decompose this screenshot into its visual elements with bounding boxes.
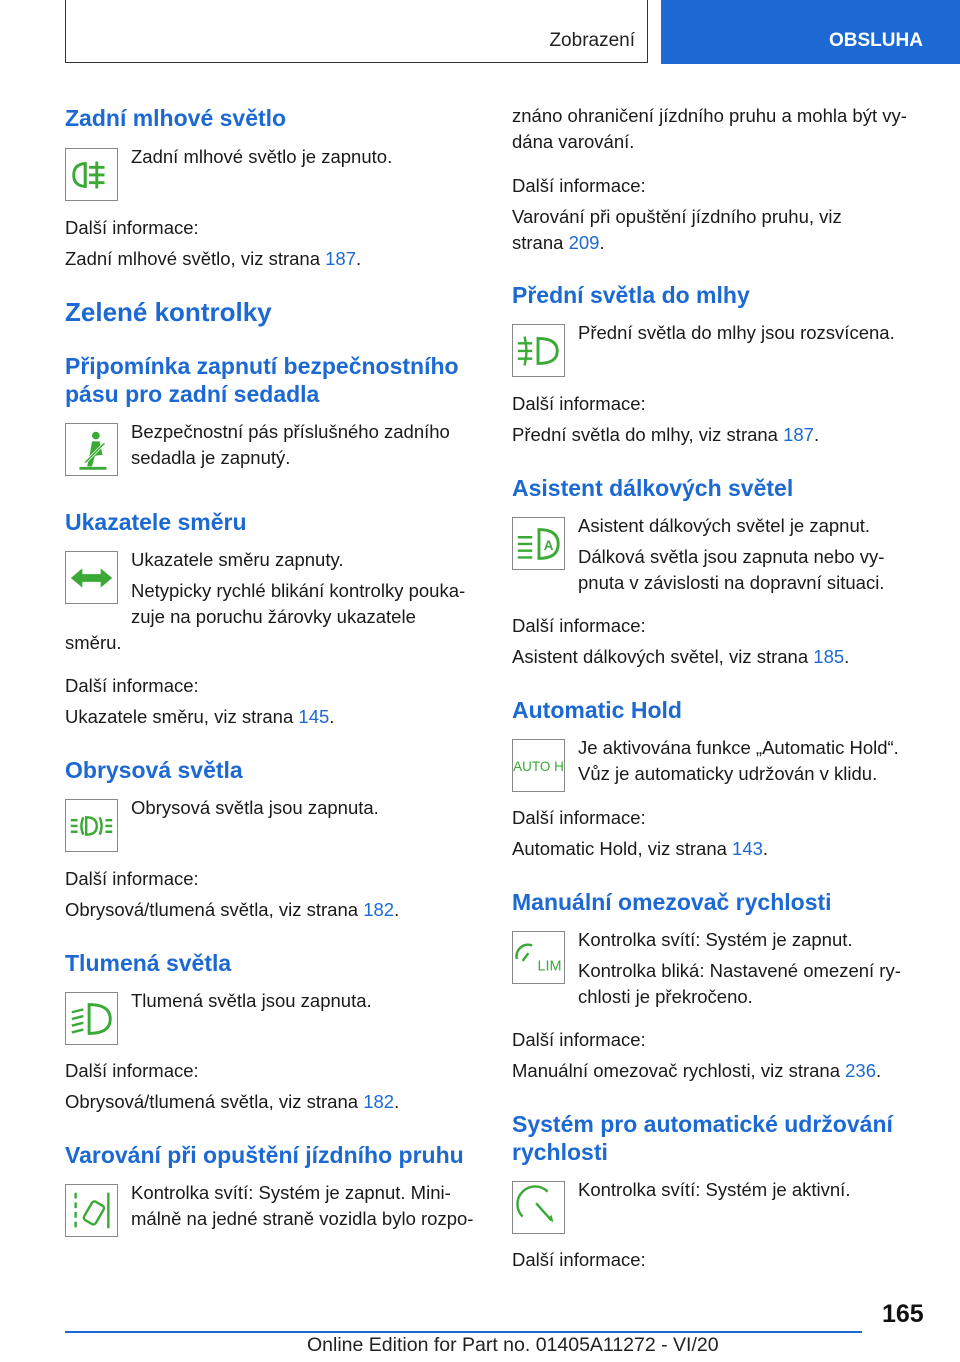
low-beam-icon	[65, 992, 118, 1045]
chapter-tab[interactable]	[661, 0, 960, 64]
turn-desc-2a: Netypicky rychlé blikání kontrolky pouka-	[131, 580, 466, 601]
lane-desc-1: Kontrolka svítí: Systém je zapnut. Mini-	[131, 1182, 451, 1203]
turn-signal-icon	[65, 551, 118, 604]
header-box	[65, 0, 648, 63]
seatbelt-desc-2: sedadla je zapnutý.	[131, 447, 291, 468]
turn-desc-1: Ukazatele směru zapnuty.	[131, 549, 344, 570]
highbeam-desc-2a: Dálková světla jsou zapnuta nebo vy-	[578, 546, 885, 567]
lane-desc-2: málně na jedné straně vozidla bylo rozpo-	[131, 1208, 474, 1229]
parking-desc: Obrysová světla jsou zapnuta.	[131, 797, 379, 818]
lowbeam-desc: Tlumená světla jsou zapnuta.	[131, 990, 372, 1011]
autohold-ref: Automatic Hold, viz strana 143.	[512, 838, 769, 859]
lane-cont-1: znáno ohraničení jízdního pruhu a mohla být vy-	[512, 105, 907, 126]
page-link-187b[interactable]: 187	[783, 424, 814, 445]
parking-ref: Obrysová/tlumená světla, viz strana 182.	[65, 899, 400, 920]
autohold-heading: Automatic Hold	[512, 697, 682, 723]
highbeam-ref: Asistent dálkových světel, viz strana 185.	[512, 646, 850, 667]
lowbeam-ref: Obrysová/tlumená světla, viz strana 182.	[65, 1091, 400, 1112]
limiter-desc-1: Kontrolka svítí: Systém je zapnut.	[578, 929, 853, 950]
page-link-185[interactable]: 185	[813, 646, 845, 667]
front-fog-more: Další informace:	[512, 393, 646, 414]
front-fog-light-icon	[512, 324, 565, 377]
highbeam-desc-2b: pnuta v závislosti na dopravní situaci.	[578, 572, 885, 593]
seatbelt-icon	[65, 423, 118, 476]
lane-departure-icon	[65, 1184, 118, 1237]
seatbelt-desc-1: Bezpečnostní pás příslušného zadního	[131, 421, 450, 442]
turn-desc-2c: směru.	[65, 632, 122, 653]
speed-limiter-icon	[512, 931, 565, 984]
turn-heading: Ukazatele směru	[65, 509, 247, 535]
front-fog-ref: Přední světla do mlhy, viz strana 187.	[512, 424, 820, 445]
page-link-236[interactable]: 236	[845, 1060, 877, 1081]
cruise-heading-2: rychlosti	[512, 1139, 608, 1165]
limiter-ref: Manuální omezovač rychlosti, viz strana 236.	[512, 1060, 882, 1081]
cruise-desc: Kontrolka svítí: Systém je aktivní.	[578, 1179, 851, 1200]
cruise-more: Další informace:	[512, 1249, 646, 1270]
rear-fog-more: Další informace:	[65, 217, 199, 238]
rear-fog-ref: Zadní mlhové světlo, viz strana 187.	[65, 248, 362, 269]
speed-limiter-icon-label: LIM	[537, 958, 562, 975]
page-link-143[interactable]: 143	[732, 838, 763, 859]
autohold-desc-1: Je aktivována funkce „Automatic Hold“.	[578, 737, 899, 758]
parking-light-icon	[65, 799, 118, 852]
turn-desc-2b: zuje na poruchu žárovky ukazatele	[131, 606, 416, 627]
cruise-heading-1: Systém pro automatické udržování	[512, 1111, 893, 1137]
cruise-control-icon	[512, 1181, 565, 1234]
auto-hold-icon	[512, 739, 565, 792]
highbeam-desc-1: Asistent dálkových světel je zapnut.	[578, 515, 871, 536]
page-link-182[interactable]: 182	[363, 899, 395, 920]
parking-heading: Obrysová světla	[65, 757, 243, 783]
edition-footer: Online Edition for Part no. 01405A11272 - VI/20	[307, 1334, 719, 1356]
auto-hold-icon-label: AUTO H	[513, 758, 564, 774]
limiter-heading: Manuální omezovač rychlosti	[512, 889, 832, 915]
lane-heading: Varování při opuštění jízdního pruhu	[65, 1142, 464, 1168]
rear-fog-light-icon	[65, 148, 118, 201]
parking-more: Další informace:	[65, 868, 199, 889]
front-fog-desc: Přední světla do mlhy jsou rozsvícena.	[578, 322, 895, 343]
page-link-209[interactable]: 209	[568, 232, 600, 253]
lane-cont-2: dána varování.	[512, 131, 635, 152]
lowbeam-more: Další informace:	[65, 1060, 199, 1081]
autohold-more: Další informace:	[512, 807, 646, 828]
highbeam-heading: Asistent dálkových světel	[512, 475, 794, 501]
green-indicators-title: Zelené kontrolky	[65, 297, 272, 327]
lane-ref-2: strana 209.	[512, 232, 605, 253]
limiter-more: Další informace:	[512, 1029, 646, 1050]
page-number: 165	[882, 1300, 924, 1328]
rear-fog-heading: Zadní mlhové světlo	[65, 105, 287, 131]
limiter-desc-2b: chlosti je překročeno.	[578, 986, 753, 1007]
front-fog-heading: Přední světla do mlhy	[512, 282, 750, 308]
page-link-145[interactable]: 145	[298, 706, 330, 727]
autohold-desc-2: Vůz je automaticky udržován v klidu.	[578, 763, 878, 784]
lane-ref-1: Varování při opuštění jízdního pruhu, viz	[512, 206, 842, 227]
svg-text:A: A	[543, 537, 554, 553]
seatbelt-heading-2: pásu pro zadní sedadla	[65, 381, 320, 407]
lowbeam-heading: Tlumená světla	[65, 950, 232, 976]
seatbelt-heading-1: Připomínka zapnutí bezpečnostního	[65, 353, 459, 379]
turn-more: Další informace:	[65, 675, 199, 696]
high-beam-assistant-icon	[512, 517, 565, 570]
limiter-desc-2a: Kontrolka bliká: Nastavené omezení ry-	[578, 960, 901, 981]
footer-rule	[65, 1331, 862, 1333]
highbeam-more: Další informace:	[512, 615, 646, 636]
page-link-182b[interactable]: 182	[363, 1091, 395, 1112]
turn-ref: Ukazatele směru, viz strana 145.	[65, 706, 335, 727]
chapter-tab-label: OBSLUHA	[829, 30, 923, 51]
lane-more: Další informace:	[512, 175, 646, 196]
page-link-187[interactable]: 187	[325, 248, 357, 269]
rear-fog-desc: Zadní mlhové světlo je zapnuto.	[131, 146, 393, 167]
section-title: Zobrazení	[549, 30, 635, 51]
